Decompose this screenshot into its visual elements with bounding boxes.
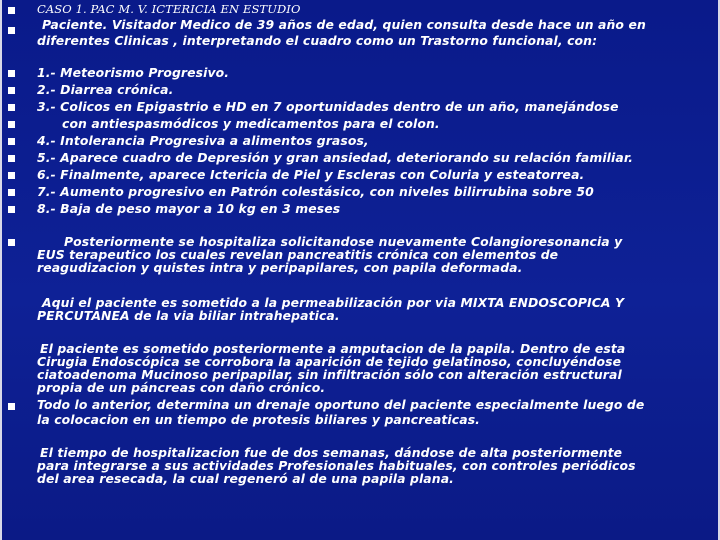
symptom-item: 8.- Baja de peso mayor a 10 kg en 3 meses (37, 201, 341, 216)
surgery-line: El paciente es sometido posteriormente a amputacion de la papila. Dentro de esta (40, 341, 626, 356)
symptom-item: 6.- Finalmente, aparece Ictericia de Piel y Escleras con Coluria y esteatorrea. (37, 167, 585, 182)
surgery-line: la colocacion en un tiempo de protesis biliares y pancreaticas. (37, 412, 480, 427)
hospital-line: Posteriormente se hospitaliza solicitandose nuevamente Colangioresonancia y (64, 234, 623, 249)
bullet-marker (8, 104, 15, 111)
surgery-line: Cirugia Endoscópica se corrobora la aparición de tejido gelatinoso, concluyéndose (37, 354, 622, 369)
symptom-item: 2.- Diarrea crónica. (37, 82, 174, 97)
bullet-marker (8, 87, 15, 94)
surgery-line: propia de un páncreas con daño crónico. (37, 380, 326, 395)
hospital-line: reagudizacion y quistes intra y peripapilares, con papila deformada. (37, 260, 523, 275)
intro-line: Paciente. Visitador Medico de 39 años de edad, quien consulta desde hace un año en (42, 17, 646, 32)
symptom-item: 5.- Aparece cuadro de Depresión y gran ansiedad, deteriorando su relación familiar. (37, 150, 634, 165)
hospital-line: EUS terapeutico los cuales revelan pancreatitis crónica con elementos de (37, 247, 559, 262)
symptom-item: 1.- Meteorismo Progresivo. (37, 65, 230, 80)
bullet-marker (8, 206, 15, 213)
closing-line: para integrarse a sus actividades Profesionales habituales, con controles periódicos (37, 458, 636, 473)
bullet-marker (8, 138, 15, 145)
symptom-item: 4.- Intolerancia Progresiva a alimentos grasos, (37, 133, 369, 148)
closing-line: El tiempo de hospitalizacion fue de dos semanas, dándose de alta posteriormente (40, 445, 623, 460)
closing-line: del area resecada, la cual regeneró al de una papila plana. (37, 471, 454, 486)
permeabilization-line: Aqui el paciente es sometido a la permeabilización por via MIXTA ENDOSCOPICA Y (42, 295, 625, 310)
symptom-item: 3.- Colicos en Epigastrio e HD en 7 oportunidades dentro de un año, manejándose (37, 99, 619, 114)
surgery-line: Todo lo anterior, determina un drenaje oportuno del paciente especialmente luego de (37, 397, 645, 412)
bullet-marker (8, 121, 15, 128)
symptom-item: con antiespasmódicos y medicamentos para el colon. (62, 116, 440, 131)
case-title: CASO 1. PAC M. V. ICTERICIA EN ESTUDIO (37, 2, 301, 16)
bullet-marker (8, 403, 15, 410)
bullet-marker (8, 27, 15, 34)
bullet-marker (8, 189, 15, 196)
bullet-marker (8, 172, 15, 179)
surgery-line: ciatoadenoma Mucinoso peripapilar, sin infiltración sólo con alteración estructural (37, 367, 622, 382)
bullet-marker (8, 239, 15, 246)
bullet-marker (8, 7, 15, 14)
permeabilization-line: PERCUTANEA de la via biliar intrahepatica. (37, 308, 340, 323)
bullet-marker (8, 155, 15, 162)
bullet-marker (8, 70, 15, 77)
intro-line: diferentes Clinicas , interpretando el cuadro como un Trastorno funcional, con: (37, 33, 598, 48)
symptom-item: 7.- Aumento progresivo en Patrón colestásico, con niveles bilirrubina sobre 50 (37, 184, 594, 199)
